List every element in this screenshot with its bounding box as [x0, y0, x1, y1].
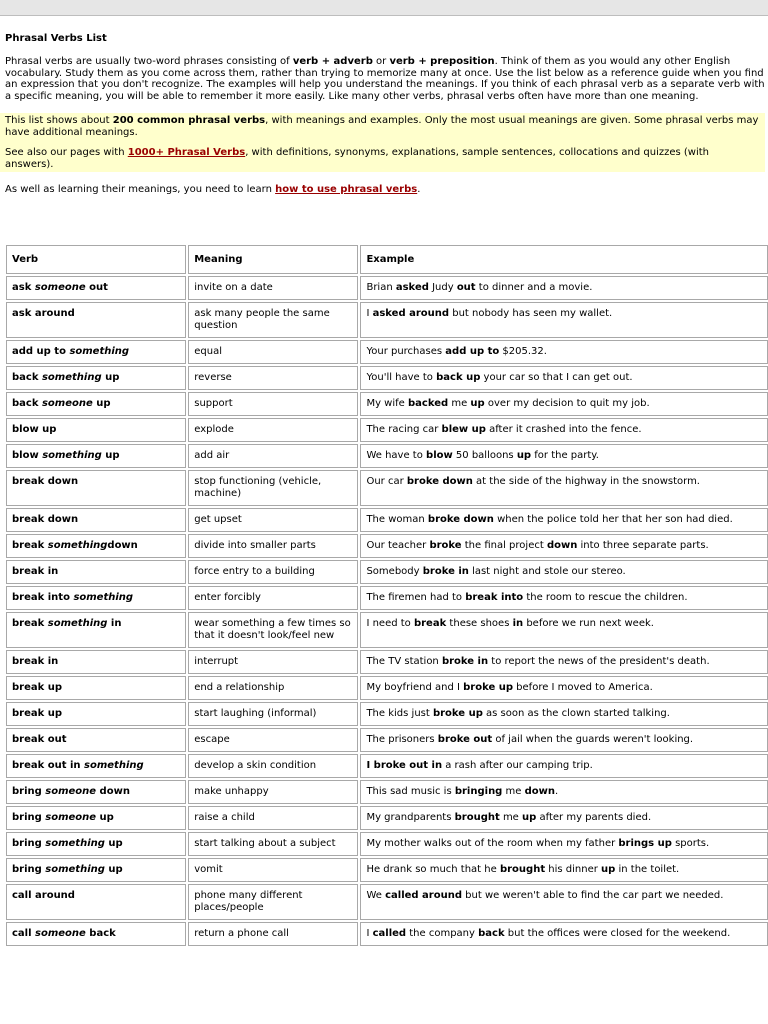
verb-cell: [6, 728, 186, 752]
bold-text: blow: [426, 450, 453, 461]
meaning-cell: add air: [188, 444, 358, 468]
bold-text: bring: [12, 838, 46, 849]
intro-text: Phrasal verbs are usually two-word phrases consisting of: [5, 56, 293, 67]
plain-text: I: [366, 308, 373, 319]
learn-text: .: [417, 184, 421, 195]
bold-text: break down: [12, 514, 79, 525]
see-also-text: , with definitions, synonyms, explanations, sample sentences, collocations and quizzes (with answers).: [5, 147, 710, 170]
meaning-cell: equal: [188, 340, 358, 364]
plain-text: me: [502, 786, 525, 797]
intro-bold: verb + preposition: [389, 56, 495, 67]
bold-text: asked: [395, 282, 429, 293]
verb-cell: [6, 444, 186, 468]
table-row: [6, 754, 768, 778]
page-content: [5, 32, 765, 196]
table-row: [6, 612, 768, 648]
plain-text: I need to: [366, 618, 414, 629]
how-to-use-link[interactable]: how to use phrasal verbs: [275, 184, 418, 195]
plain-text: My boyfriend and I: [366, 682, 464, 693]
italic-text: someone: [45, 786, 97, 797]
plain-text: My grandparents: [366, 812, 455, 823]
bold-text: back: [12, 398, 42, 409]
meaning-cell: end a relationship: [188, 676, 358, 700]
plain-text: Somebody: [366, 566, 423, 577]
bold-text: call around: [12, 890, 75, 901]
bold-text: down: [546, 540, 578, 551]
plain-text: .: [555, 786, 559, 797]
plain-text: sports.: [671, 838, 710, 849]
table-row: [6, 702, 768, 726]
example-cell: [360, 858, 768, 882]
meaning-cell: start talking about a subject: [188, 832, 358, 856]
example-cell: [360, 366, 768, 390]
verb-cell: [6, 612, 186, 648]
example-cell: [360, 676, 768, 700]
example-cell: [360, 470, 768, 506]
meaning-cell: get upset: [188, 508, 358, 532]
meaning-cell: support: [188, 392, 358, 416]
header-example: Example: [360, 245, 768, 274]
table-body: [6, 245, 768, 946]
list-info-paragraph: [5, 115, 760, 138]
table-row: [6, 858, 768, 882]
plain-text: before I moved to America.: [513, 682, 653, 693]
page-title: Phrasal Verbs List: [5, 33, 107, 44]
bold-text: in: [512, 618, 524, 629]
plain-text: Our car: [366, 476, 407, 487]
table-row: [6, 780, 768, 804]
bold-text: out: [85, 282, 108, 293]
italic-text: something: [47, 540, 108, 551]
plain-text: The prisoners: [366, 734, 438, 745]
bold-text: down: [107, 540, 138, 551]
verb-cell: [6, 858, 186, 882]
learn-text: As well as learning their meanings, you need to learn: [5, 184, 276, 195]
phrasal-verbs-table: [4, 243, 768, 948]
plain-text: a rash after our camping trip.: [442, 760, 593, 771]
intro-text: . Think of them as you would any other English vocabulary. Study them as you come across them, rather than trying to memorize many at once. Use the list below as a reference guide when you find an expression that you don't recognize. The examples will help you understand the meanings. If you think of each phrasal verb as a separate verb with a specific meaning, you will be able to remember it more easily. Like many other verbs, phrasal verbs often have more than one meaning.: [5, 56, 765, 102]
plain-text: last night and stole our stereo.: [468, 566, 626, 577]
meaning-cell: make unhappy: [188, 780, 358, 804]
italic-text: something: [47, 618, 108, 629]
bold-text: backed: [408, 398, 449, 409]
bold-text: up: [101, 372, 120, 383]
verb-cell: [6, 302, 186, 338]
table-header-row: [6, 245, 768, 274]
example-cell: [360, 560, 768, 584]
see-also-text: See also our pages with: [5, 147, 128, 158]
plain-text: his dinner: [545, 864, 602, 875]
bold-text: broke down: [406, 476, 473, 487]
intro-paragraph: [5, 56, 765, 102]
bold-text: break down: [12, 476, 79, 487]
table-row: [6, 366, 768, 390]
meaning-cell: develop a skin condition: [188, 754, 358, 778]
plain-text: me: [499, 812, 523, 823]
example-cell: [360, 586, 768, 610]
example-cell: [360, 612, 768, 648]
table-row: [6, 832, 768, 856]
verb-cell: [6, 560, 186, 584]
example-cell: [360, 276, 768, 300]
meaning-cell: start laughing (informal): [188, 702, 358, 726]
bold-text: brought: [499, 864, 546, 875]
info-text: This list shows about: [5, 115, 113, 126]
plain-text: these shoes: [446, 618, 513, 629]
phrasal-verbs-1000-link[interactable]: 1000+ Phrasal Verbs: [127, 147, 246, 158]
example-cell: [360, 728, 768, 752]
meaning-cell: wear something a few times so that it doesn't look/feel new: [188, 612, 358, 648]
plain-text: The racing car: [366, 424, 442, 435]
table-row: [6, 276, 768, 300]
verb-cell: [6, 366, 186, 390]
verb-cell: [6, 754, 186, 778]
bold-text: up: [522, 812, 537, 823]
meaning-cell: vomit: [188, 858, 358, 882]
bold-text: up: [104, 838, 123, 849]
info-bold: 200 common phrasal verbs: [112, 115, 266, 126]
bold-text: break in: [12, 566, 59, 577]
verb-cell: [6, 676, 186, 700]
italic-text: someone: [34, 282, 86, 293]
bold-text: up: [516, 450, 532, 461]
example-cell: [360, 418, 768, 442]
bold-text: break: [12, 618, 48, 629]
header-meaning: Meaning: [188, 245, 358, 274]
plain-text: The woman: [366, 514, 428, 525]
table-row: [6, 418, 768, 442]
bold-text: called: [372, 928, 407, 939]
bold-text: in: [107, 618, 122, 629]
meaning-cell: phone many different places/people: [188, 884, 358, 920]
verb-cell: [6, 534, 186, 558]
table-row: [6, 444, 768, 468]
table-row: [6, 470, 768, 506]
table-row: [6, 884, 768, 920]
verb-cell: [6, 392, 186, 416]
bold-text: break into: [465, 592, 524, 603]
intro-text: or: [372, 56, 390, 67]
bold-text: down: [96, 786, 130, 797]
verb-cell: [6, 650, 186, 674]
bold-text: add up to: [445, 346, 500, 357]
meaning-cell: raise a child: [188, 806, 358, 830]
bold-text: back: [12, 372, 42, 383]
plain-text: over my decision to quit my job.: [484, 398, 650, 409]
meaning-cell: explode: [188, 418, 358, 442]
bold-text: break: [12, 540, 48, 551]
bold-text: break in: [12, 656, 59, 667]
meaning-cell: reverse: [188, 366, 358, 390]
plain-text: I: [366, 928, 373, 939]
plain-text: but the offices were closed for the weekend.: [504, 928, 731, 939]
bold-text: back: [85, 928, 116, 939]
example-cell: [360, 884, 768, 920]
bold-text: asked around: [372, 308, 450, 319]
table-row: [6, 676, 768, 700]
meaning-cell: enter forcibly: [188, 586, 358, 610]
plain-text: Judy: [428, 282, 457, 293]
plain-text: The kids just: [366, 708, 433, 719]
italic-text: something: [73, 592, 134, 603]
plain-text: in the toilet.: [615, 864, 680, 875]
example-cell: [360, 392, 768, 416]
example-cell: [360, 702, 768, 726]
bold-text: up: [104, 864, 123, 875]
bold-text: I broke out in: [366, 760, 443, 771]
table-row: [6, 508, 768, 532]
meaning-cell: stop functioning (vehicle, machine): [188, 470, 358, 506]
example-cell: [360, 806, 768, 830]
bold-text: broke up: [463, 682, 513, 693]
plain-text: The firemen had to: [366, 592, 466, 603]
plain-text: Brian: [366, 282, 396, 293]
highlight-box: [0, 113, 765, 172]
table-row: [6, 392, 768, 416]
meaning-cell: interrupt: [188, 650, 358, 674]
bold-text: brings up: [618, 838, 672, 849]
plain-text: 50 balloons: [452, 450, 517, 461]
bold-text: back: [478, 928, 505, 939]
meaning-cell: return a phone call: [188, 922, 358, 946]
meaning-cell: force entry to a building: [188, 560, 358, 584]
plain-text: but nobody has seen my wallet.: [449, 308, 613, 319]
plain-text: This sad music is: [366, 786, 455, 797]
bold-text: called around: [385, 890, 462, 901]
plain-text: You'll have to: [366, 372, 437, 383]
verb-cell: [6, 922, 186, 946]
plain-text: your car so that I can get out.: [480, 372, 633, 383]
plain-text: The TV station: [366, 656, 442, 667]
bold-text: break out: [12, 734, 67, 745]
italic-text: something: [41, 372, 102, 383]
plain-text: $205.32.: [499, 346, 547, 357]
bold-text: broke up: [432, 708, 483, 719]
table-row: [6, 922, 768, 946]
bold-text: broke in: [422, 566, 469, 577]
plain-text: to dinner and a movie.: [475, 282, 593, 293]
bold-text: break out in: [12, 760, 85, 771]
bold-text: broke in: [441, 656, 489, 667]
plain-text: My mother walks out of the room when my father: [366, 838, 619, 849]
bold-text: ask: [12, 282, 35, 293]
italic-text: someone: [45, 812, 97, 823]
bold-text: blow: [12, 450, 43, 461]
bold-text: break: [413, 618, 447, 629]
intro-bold: verb + adverb: [292, 56, 373, 67]
bold-text: broke: [429, 540, 462, 551]
verb-cell: [6, 780, 186, 804]
meaning-cell: escape: [188, 728, 358, 752]
bold-text: blow up: [12, 424, 57, 435]
verb-cell: [6, 884, 186, 920]
example-cell: [360, 302, 768, 338]
verb-cell: [6, 702, 186, 726]
verb-cell: [6, 340, 186, 364]
bold-text: call: [12, 928, 36, 939]
bold-text: bringing: [454, 786, 503, 797]
plain-text: We have to: [366, 450, 427, 461]
italic-text: someone: [41, 398, 93, 409]
table-row: [6, 650, 768, 674]
bold-text: break up: [12, 682, 63, 693]
bold-text: up: [101, 450, 120, 461]
bold-text: up: [470, 398, 485, 409]
italic-text: something: [45, 864, 105, 875]
bold-text: up: [601, 864, 616, 875]
verb-cell: [6, 418, 186, 442]
example-cell: [360, 650, 768, 674]
italic-text: something: [69, 346, 130, 357]
plain-text: to report the news of the president's death.: [488, 656, 710, 667]
plain-text: He drank so much that he: [366, 864, 500, 875]
example-cell: [360, 832, 768, 856]
italic-text: something: [42, 450, 102, 461]
info-text: , with meanings and examples. Only the most usual meanings are given. Some phrasal verbs may have additional meanings.: [5, 115, 759, 138]
bold-text: brought: [454, 812, 500, 823]
header-verb: Verb: [6, 245, 186, 274]
see-also-paragraph: [5, 147, 760, 170]
plain-text: My wife: [366, 398, 408, 409]
bold-text: out: [456, 282, 476, 293]
verb-cell: [6, 470, 186, 506]
verb-cell: [6, 508, 186, 532]
table-row: [6, 302, 768, 338]
italic-text: something: [84, 760, 144, 771]
learn-paragraph: [5, 184, 765, 196]
verb-cell: [6, 276, 186, 300]
plain-text: the company: [406, 928, 479, 939]
example-cell: [360, 922, 768, 946]
example-cell: [360, 340, 768, 364]
bold-text: add up to: [12, 346, 70, 357]
bold-text: up: [92, 398, 111, 409]
plain-text: Your purchases: [366, 346, 446, 357]
bold-text: up: [96, 812, 114, 823]
plain-text: after it crashed into the fence.: [485, 424, 642, 435]
bold-text: down: [524, 786, 555, 797]
plain-text: for the party.: [531, 450, 599, 461]
verb-cell: [6, 586, 186, 610]
plain-text: into three separate parts.: [577, 540, 709, 551]
example-cell: [360, 754, 768, 778]
plain-text: but we weren't able to find the car part we needed.: [462, 890, 724, 901]
table-row: [6, 560, 768, 584]
table-row: [6, 806, 768, 830]
plain-text: of jail when the guards weren't looking.: [492, 734, 694, 745]
italic-text: someone: [35, 928, 86, 939]
plain-text: me: [448, 398, 471, 409]
bold-text: break into: [12, 592, 74, 603]
bold-text: ask around: [12, 308, 75, 319]
example-cell: [360, 780, 768, 804]
plain-text: when the police told her that her son had died.: [493, 514, 733, 525]
italic-text: something: [45, 838, 105, 849]
table-row: [6, 340, 768, 364]
example-cell: [360, 508, 768, 532]
bold-text: broke down: [427, 514, 494, 525]
bold-text: bring: [12, 786, 46, 797]
table-row: [6, 534, 768, 558]
meaning-cell: divide into smaller parts: [188, 534, 358, 558]
bold-text: broke out: [437, 734, 493, 745]
plain-text: as soon as the clown started talking.: [482, 708, 670, 719]
example-cell: [360, 534, 768, 558]
plain-text: before we run next week.: [523, 618, 654, 629]
table-row: [6, 586, 768, 610]
bold-text: blew up: [441, 424, 486, 435]
bold-text: break up: [12, 708, 63, 719]
plain-text: the room to rescue the children.: [523, 592, 688, 603]
plain-text: the final project: [461, 540, 547, 551]
table-row: [6, 728, 768, 752]
browser-top-bar: [0, 0, 768, 16]
verb-cell: [6, 832, 186, 856]
meaning-cell: invite on a date: [188, 276, 358, 300]
plain-text: We: [366, 890, 386, 901]
example-cell: [360, 444, 768, 468]
plain-text: at the side of the highway in the snowstorm.: [472, 476, 700, 487]
bold-text: back up: [436, 372, 481, 383]
plain-text: after my parents died.: [536, 812, 652, 823]
bold-text: bring: [12, 864, 46, 875]
verb-cell: [6, 806, 186, 830]
bold-text: bring: [12, 812, 46, 823]
plain-text: Our teacher: [366, 540, 430, 551]
meaning-cell: ask many people the same question: [188, 302, 358, 338]
